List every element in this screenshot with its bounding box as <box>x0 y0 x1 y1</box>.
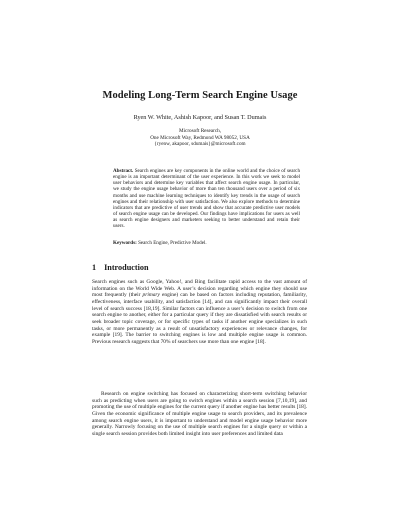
keywords <box>113 240 303 246</box>
keywords-label: Keywords: <box>113 240 137 246</box>
affiliation-emails: {ryenw, akapoor, sdumais}@microsoft.com <box>154 141 246 148</box>
affiliation-address: One Microsoft Way, Redmond WA 98052, USA <box>150 134 250 141</box>
paper-title: Modeling Long-Term Search Engine Usage <box>102 90 298 101</box>
section-title: Introduction <box>104 263 149 272</box>
affiliation-block <box>0 128 400 148</box>
abstract-text: Search engines are key components in the online world and the choice of search engine is an important determinant of the user experience. In this work we seek to model user behaviors and determine key variables that affect search engine usage. In particular, we study the engine usage behavior of more than ten thousand users over a period of six months and use machine learning techniques to identify key trends in the usage of search engines and their relationship with user satisfaction. We also explore methods to determine indicators that are predictive of user trends and show that accurate predictive user models of search engine usage can be developed. Our findings have implications for users as well as search engine designers and marketers seeking to better understand and retain their users. <box>113 168 300 230</box>
intro-paragraph-2: Research on engine switching has focused on characterizing short-term switching behavior such as predicting when users are going to switch engines within a search session [7,10,19], and promoting the use of multiple engines for the current query if another engine has better results [18]. Given the economic significance of multiple engine usage to search providers, and its prevalence among search engine users, it is important to understand and model engine usage behavior more generally. Narrowly focusing on the use of multiple search engines for a single query or within a single search session provides both limited insight into user preferences and limited data <box>92 391 307 437</box>
affiliation-org: Microsoft Research, <box>178 128 222 134</box>
intro-p1-part-a: Search engines such as Google, Yahoo!, and Bing facilitate rapid access to the vast amount of information on the World Wide Web. A user’s decision regarding which engine they should use most frequently (their <box>92 279 307 299</box>
abstract <box>113 168 300 230</box>
section-heading <box>92 263 149 272</box>
intro-paragraph-1 <box>92 279 307 346</box>
keywords-text: Search Engine, Predictive Model. <box>138 240 207 246</box>
intro-p1-part-b: engine) can be based on factors including reputation, familiarity, effectiveness, interface usability, and satisfaction [14], and can significantly impact their overall level of search success [18,19]. Similar factors can influence a user’s decision to switch from one search engine to another, either for a particular query if they are dissatisfied with search results or seek broader topic coverage, or for specific types of tasks if another engine specializes in such tasks, or more permanently as a result of unsatisfactory experiences or relevance changes, for example [19]. The barrier to switching engines is low and multiple engine usage is common. Previous research suggests that 70% of searchers use more than one engine [18]. <box>92 292 307 345</box>
intro-p1-italic: primary <box>142 292 160 299</box>
author-list: Ryen W. White, Ashish Kapoor, and Susan T. Dumais <box>133 114 267 121</box>
abstract-label: Abstract. <box>113 168 134 174</box>
section-number: 1 <box>92 263 97 272</box>
